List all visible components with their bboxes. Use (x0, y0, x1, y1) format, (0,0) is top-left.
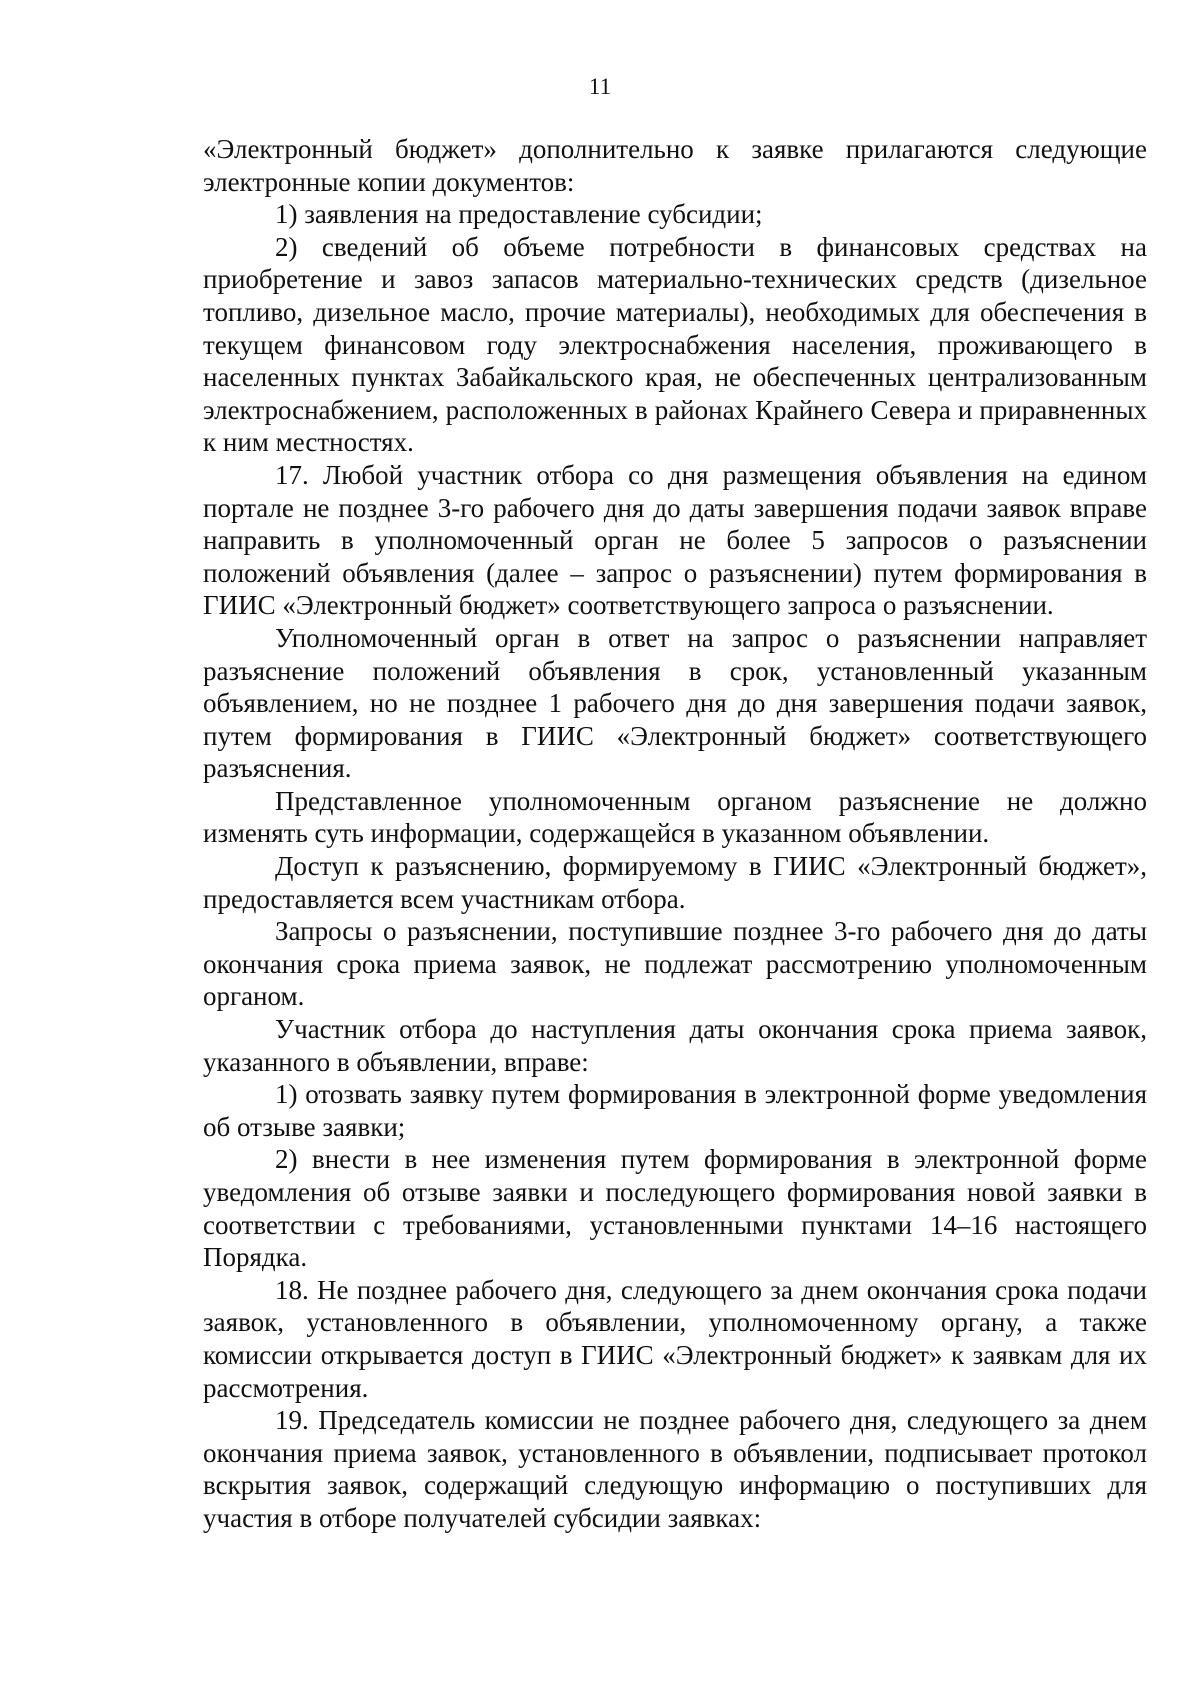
paragraph-8: Запросы о разъяснении, поступившие позднее 3-го рабочего дня до даты окончания срока приема заявок, не подлежат рассмотрению уполномоченным органом. (203, 916, 1147, 1012)
document-body (203, 133, 1147, 1535)
paragraph-5: Уполномоченный орган в ответ на запрос о разъяснении направляет разъяснение положений объявления в срок, установленный указанным объявлением, но не позднее 1 рабочего дня до дня завершения подачи заявок, путем формирования в ГИИС «Электронный бюджет» соответствующего разъяснения. (203, 622, 1147, 784)
paragraph-6: Представленное уполномоченным органом разъяснение не должно изменять суть информации, содержащейся в указанном объявлении. (203, 785, 1147, 849)
paragraph-9: Участник отбора до наступления даты окончания срока приема заявок, указанного в объявлении, вправе: (203, 1014, 1147, 1077)
paragraph-13: 19. Председатель комиссии не позднее рабочего дня, следующего за днем окончания приема заявок, установленного в объявлении, подписывает протокол вскрытия заявок, содержащий следующую информацию о поступивших для участия в отборе получателей субсидии заявках: (203, 1405, 1147, 1533)
paragraph-11: 2) внести в нее изменения путем формирования в электронной форме уведомления об отзыве заявки и последующего формирования новой заявки в соответствии с требованиями, установленными пунктами 14–16 настоящего Порядка. (203, 1144, 1147, 1273)
paragraph-4: 17. Любой участник отбора со дня размещения объявления на едином портале не позднее 3-го рабочего дня до даты завершения подачи заявок вправе направить в уполномоченный орган не более 5 запросов о разъяснении положений объявления (далее – запрос о разъяснении) путем формирования в ГИИС «Электронный бюджет» соответствующего запроса о разъяснении. (203, 459, 1147, 621)
paragraph-1: «Электронный бюджет» дополнительно к заявке прилагаются следующие электронные копии документов: (203, 134, 1147, 197)
paragraph-3: 2) сведений об объеме потребности в финансовых средствах на приобретение и завоз запасов материально-технических средств (дизельное топливо, дизельное масло, прочие материалы), необходимых для обеспечения в текущем финансовом году электроснабжения населения, проживающего в населенных пунктах Забайкальского края, не обеспеченных централизованным электроснабжением, расположенных в районах Крайнего Севера и приравненных к ним местностях. (203, 231, 1147, 458)
paragraph-7: Доступ к разъяснению, формируемому в ГИИС «Электронный бюджет», предоставляется всем участникам отбора. (203, 851, 1147, 914)
paragraph-12: 18. Не позднее рабочего дня, следующего за днем окончания срока подачи заявок, установленного в объявлении, уполномоченному органу, а также комиссии открывается доступ в ГИИС «Электронный бюджет» к заявкам для их рассмотрения. (203, 1274, 1147, 1403)
page-number: 11 (588, 74, 612, 99)
paragraph-10: 1) отозвать заявку путем формирования в электронной форме уведомления об отзыве заявки; (203, 1079, 1147, 1142)
paragraph-2: 1) заявления на предоставление субсидии; (275, 199, 763, 230)
